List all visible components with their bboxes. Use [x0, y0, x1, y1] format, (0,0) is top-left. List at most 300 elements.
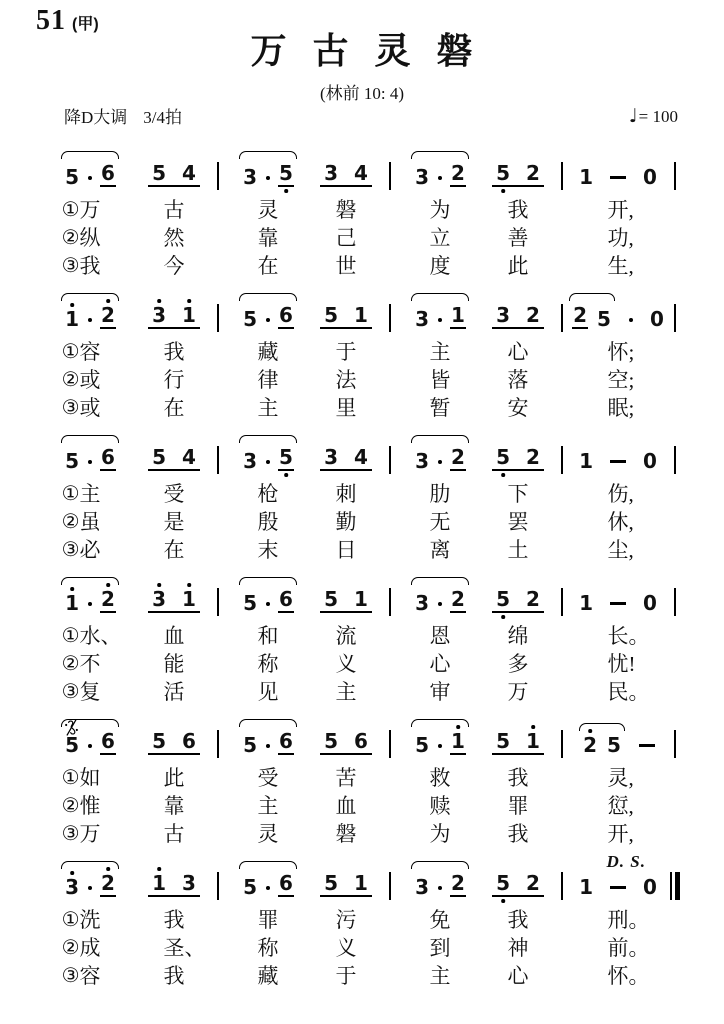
barline: [666, 162, 684, 187]
lyric-cell: [482, 394, 554, 422]
note: 1: [152, 871, 166, 895]
rest: 0: [649, 307, 664, 331]
lyric-syllable: 是: [163, 510, 185, 534]
lyric-cell: [226, 536, 310, 564]
lyric-syllable: 磐: [335, 198, 357, 222]
lyric-cell: [310, 224, 382, 252]
note: 1: [354, 303, 368, 327]
lyric-syllable: 肋: [429, 482, 451, 506]
lyric-syllable: 尘 ,: [607, 538, 634, 562]
lyric-syllable: 活: [163, 680, 185, 704]
lyric-cell: [570, 820, 666, 848]
note: 2: [101, 587, 115, 611]
note: 1: [451, 303, 465, 327]
slur: [413, 163, 467, 187]
lyric-syllable: 罢: [507, 510, 529, 534]
verse-number: ①: [61, 483, 80, 505]
key-signature: 降D大调: [64, 108, 128, 127]
lyric-cell: [570, 934, 666, 962]
lyric-syllable: 下: [507, 482, 529, 506]
lyric-cell: [570, 678, 666, 706]
note-group: [226, 731, 310, 755]
tempo-marking: [629, 105, 678, 128]
lyric-cell: [42, 224, 138, 252]
lyric-syllable: 免: [429, 908, 451, 932]
note: 5: [597, 307, 611, 331]
note: 2: [573, 303, 588, 327]
lyric-syllable: 土: [507, 538, 529, 562]
lyric-syllable: 律: [257, 368, 279, 392]
lyric-cell: [398, 338, 482, 366]
barline: [210, 446, 226, 471]
lyric-syllable: ③ 或: [61, 396, 101, 420]
lyric-cell: [226, 934, 310, 962]
augmentation-dot: [88, 318, 92, 322]
augmentation-dot: [629, 318, 633, 322]
note: 5: [243, 307, 257, 331]
lyric-syllable: ③ 我: [61, 254, 101, 278]
note: 4: [182, 161, 196, 185]
lyric-syllable: 空 ;: [607, 368, 635, 392]
barline: [554, 446, 570, 471]
system-5: [42, 718, 684, 848]
note: 3: [496, 303, 510, 327]
lyric-line: [42, 536, 684, 564]
lyric-syllable: 心: [429, 652, 451, 676]
barline: [666, 304, 684, 329]
note: 4: [354, 445, 368, 469]
lyric-syllable: 立: [429, 226, 451, 250]
lyric-syllable: ② 不: [61, 652, 101, 676]
lyric-syllable: 心: [507, 964, 529, 988]
lyric-syllable: 万: [507, 680, 529, 704]
lyric-cell: [226, 196, 310, 224]
lyric-line: [42, 394, 684, 422]
lyric-cell: [398, 764, 482, 792]
punctuation: ;: [628, 340, 635, 364]
lyric-syllable: 民 。: [607, 680, 650, 704]
lyric-cell: [398, 650, 482, 678]
barline: [382, 304, 398, 329]
lyric-cell: [226, 792, 310, 820]
beam: [492, 873, 544, 897]
half-note-dash: [610, 886, 626, 889]
lyric-cell: [482, 820, 554, 848]
lyric-syllable: 行: [163, 368, 185, 392]
staff-line: [42, 718, 684, 764]
note-group: [310, 731, 382, 755]
augmentation-dot: [438, 886, 442, 890]
lyric-syllable: 多: [507, 652, 529, 676]
note: 3: [415, 875, 429, 899]
lyric-syllable: 靠: [257, 226, 279, 250]
lyric-cell: [482, 338, 554, 366]
lyric-cell: [398, 480, 482, 508]
lyric-syllable: 开 ,: [607, 822, 634, 846]
lyric-syllable: 于: [335, 964, 357, 988]
verse-number: ③: [61, 823, 80, 845]
lyric-syllable: 灵: [257, 198, 279, 222]
punctuation: ,: [628, 510, 634, 534]
note: 5: [152, 729, 166, 753]
lyric-cell: [138, 480, 210, 508]
lyric-syllable: ① 水 、: [61, 624, 122, 648]
verse-number: ②: [61, 369, 80, 391]
lyric-cell: [570, 196, 666, 224]
lyric-syllable: 靠: [163, 794, 185, 818]
lyric-syllable: 善: [507, 226, 529, 250]
note-group: [138, 731, 210, 755]
lyric-syllable: 休 ,: [607, 510, 634, 534]
barline: [210, 162, 226, 187]
note: 2: [101, 871, 115, 895]
system-1: [42, 150, 684, 280]
barline: [382, 730, 398, 755]
lyric-cell: [226, 480, 310, 508]
barline: [666, 446, 684, 471]
slur: [413, 731, 467, 755]
lyric-cell: [398, 224, 482, 252]
augmentation-dot: [88, 886, 92, 890]
lyric-syllable: 末: [257, 538, 279, 562]
note: 2: [583, 733, 597, 757]
note-group: [226, 163, 310, 187]
punctuation: 。: [628, 680, 650, 704]
verse-number: ③: [61, 965, 80, 987]
augmentation-dot: [266, 460, 270, 464]
system-2: [42, 292, 684, 422]
slur: [241, 589, 295, 613]
lyric-cell: [42, 962, 138, 990]
note: 3: [415, 591, 429, 615]
score: [42, 150, 684, 1002]
punctuation: 。: [628, 964, 650, 988]
lyric-cell: [226, 820, 310, 848]
rest: 0: [643, 449, 657, 473]
lyric-syllable: 灵 ,: [607, 766, 634, 790]
note-group: [310, 447, 382, 471]
note: 5: [324, 729, 338, 753]
verse-number: ②: [61, 653, 80, 675]
barline: [554, 162, 570, 187]
lyric-cell: [398, 536, 482, 564]
lyric-syllable: ① 万: [61, 198, 101, 222]
lyric-syllable: 在: [257, 254, 279, 278]
slur: [241, 305, 295, 329]
lyric-syllable: 藏: [257, 964, 279, 988]
verse-number: ①: [61, 341, 80, 363]
lyric-cell: [570, 394, 666, 422]
beam: [320, 873, 372, 897]
lyric-line: [42, 764, 684, 792]
lyric-syllable: 灵: [257, 822, 279, 846]
lyric-cell: [570, 224, 666, 252]
slur: [63, 163, 117, 187]
lyric-cell: [482, 792, 554, 820]
lyric-cell: [398, 196, 482, 224]
beam: [148, 447, 200, 471]
rest: 0: [643, 165, 657, 189]
lyric-cell: [42, 196, 138, 224]
lyric-syllable: 我: [163, 964, 185, 988]
note: 2: [526, 871, 540, 895]
lyric-syllable: 罪: [257, 908, 279, 932]
lyric-cell: [138, 962, 210, 990]
lyric-line: [42, 196, 684, 224]
lyric-line: [42, 792, 684, 820]
lyric-syllable: 在: [163, 538, 185, 562]
lyric-syllable: 枪: [257, 482, 279, 506]
lyric-cell: [482, 252, 554, 280]
note: 2: [451, 587, 465, 611]
barline: [554, 872, 570, 897]
lyric-syllable: 生 ,: [607, 254, 634, 278]
augmentation-dot: [88, 602, 92, 606]
punctuation: ,: [628, 794, 634, 818]
lyric-cell: [310, 792, 382, 820]
half-note-dash: [610, 602, 626, 605]
beam: [492, 447, 544, 471]
note: 6: [279, 587, 293, 611]
lyric-cell: [42, 536, 138, 564]
beam: [492, 305, 544, 329]
slur: [63, 589, 117, 613]
note-group: [482, 731, 554, 755]
lyric-cell: [398, 934, 482, 962]
lyric-line: [42, 480, 684, 508]
lyric-cell: [226, 508, 310, 536]
note: 3: [152, 587, 166, 611]
lyric-line: [42, 962, 684, 990]
lyric-syllable: ② 或: [61, 368, 101, 392]
note-group: [42, 873, 138, 897]
lyric-syllable: 开 ,: [607, 198, 634, 222]
augmentation-dot: [438, 318, 442, 322]
slur: [413, 447, 467, 471]
lyric-syllable: 伤 ,: [607, 482, 634, 506]
augmentation-dot: [266, 176, 270, 180]
note: 6: [101, 445, 115, 469]
lyric-syllable: 世: [335, 254, 357, 278]
beam: [492, 163, 544, 187]
note: 3: [243, 449, 257, 473]
note-group: [226, 447, 310, 471]
note: 4: [354, 161, 368, 185]
note: 1: [451, 729, 465, 753]
note: 1: [579, 591, 593, 615]
lyric-cell: [310, 622, 382, 650]
note-group: [570, 305, 666, 329]
note: 1: [526, 729, 540, 753]
slur: [241, 163, 295, 187]
barline: [210, 304, 226, 329]
note: 1: [182, 303, 196, 327]
lyric-cell: [138, 622, 210, 650]
lyric-line: [42, 650, 684, 678]
note-group: [226, 305, 310, 329]
lyric-syllable: 此: [507, 254, 529, 278]
note-group: [570, 593, 666, 613]
barline: [210, 872, 226, 897]
tempo-value: = 100: [638, 107, 678, 126]
augmentation-dot: [266, 744, 270, 748]
lyric-syllable: 主: [335, 680, 357, 704]
lyric-cell: [226, 252, 310, 280]
punctuation: 、: [184, 936, 206, 960]
beam: [320, 731, 372, 755]
lyric-line: [42, 338, 684, 366]
half-note-dash: [610, 460, 626, 463]
lyric-cell: [138, 224, 210, 252]
rest: 0: [643, 875, 657, 899]
lyric-syllable: 古: [163, 198, 185, 222]
system-4: [42, 576, 684, 706]
lyric-syllable: ② 纵: [61, 226, 101, 250]
lyric-cell: [398, 792, 482, 820]
note-group: [42, 305, 138, 329]
note-group: [42, 589, 138, 613]
lyric-syllable: 离: [429, 538, 451, 562]
lyric-cell: [310, 962, 382, 990]
note: 1: [579, 875, 593, 899]
lyric-cell: [138, 252, 210, 280]
note: 6: [101, 161, 115, 185]
note-group: [570, 451, 666, 471]
lyric-cell: [42, 906, 138, 934]
lyric-syllable: 眠 ;: [607, 396, 635, 420]
barline: [210, 588, 226, 613]
lyric-syllable: 暂: [429, 396, 451, 420]
lyric-cell: [310, 906, 382, 934]
lyric-cell: [398, 366, 482, 394]
lyric-syllable: 此: [163, 766, 185, 790]
note: 2: [451, 871, 465, 895]
note-group: [310, 873, 382, 897]
beam: [148, 873, 200, 897]
note: 5: [324, 587, 338, 611]
lyric-cell: [138, 792, 210, 820]
lyric-cell: [310, 252, 382, 280]
lyric-syllable: 法: [335, 368, 357, 392]
note: 5: [65, 449, 79, 473]
note: 1: [579, 165, 593, 189]
note-group: [398, 873, 482, 897]
lyric-cell: [482, 934, 554, 962]
lyric-cell: [226, 224, 310, 252]
lyric-syllable: 神: [507, 936, 529, 960]
half-note-dash: [610, 176, 626, 179]
lyric-cell: [42, 678, 138, 706]
note: 2: [451, 161, 465, 185]
lyric-cell: [310, 764, 382, 792]
note: 2: [526, 587, 540, 611]
punctuation: ,: [628, 226, 634, 250]
lyric-cell: [570, 792, 666, 820]
lyric-syllable: 于: [335, 340, 357, 364]
lyric-cell: [310, 366, 382, 394]
verse-number: ①: [61, 909, 80, 931]
augmentation-dot: [88, 460, 92, 464]
note-group: [226, 873, 310, 897]
staff-line: [42, 292, 684, 338]
punctuation: ,: [628, 254, 634, 278]
lyric-syllable: 义: [335, 936, 357, 960]
lyric-syllable: 主: [429, 340, 451, 364]
lyric-syllable: 义: [335, 652, 357, 676]
lyric-line: [42, 934, 684, 962]
lyric-syllable: ① 如: [61, 766, 101, 790]
note: 6: [279, 303, 293, 327]
lyric-cell: [310, 480, 382, 508]
rest: 0: [643, 591, 657, 615]
punctuation: ,: [628, 822, 634, 846]
note: 1: [354, 871, 368, 895]
lyric-syllable: 称: [257, 936, 279, 960]
hymn-number-suffix: (甲): [72, 16, 99, 33]
note-group: [570, 167, 666, 187]
note: 5: [496, 871, 510, 895]
slur: [413, 305, 467, 329]
beam: [148, 731, 200, 755]
note: 6: [279, 729, 293, 753]
lyric-syllable: 长 。: [607, 624, 650, 648]
punctuation: 。: [628, 908, 650, 932]
lyric-cell: [398, 252, 482, 280]
lyric-cell: [482, 508, 554, 536]
lyric-cell: [570, 480, 666, 508]
lyric-cell: [138, 764, 210, 792]
note: 5: [496, 445, 510, 469]
time-signature: 3/4拍: [143, 108, 183, 127]
verse-number: ①: [61, 199, 80, 221]
lyric-syllable: 愆 ,: [607, 794, 634, 818]
note: 2: [101, 303, 115, 327]
lyric-syllable: 心: [507, 340, 529, 364]
note: 5: [496, 161, 510, 185]
key-time-line: [64, 108, 182, 128]
punctuation: 、: [100, 624, 122, 648]
note: 5: [415, 733, 429, 757]
lyric-cell: [310, 338, 382, 366]
note: 3: [182, 871, 196, 895]
note-group: [398, 163, 482, 187]
beam: [320, 589, 372, 613]
lyric-cell: [138, 338, 210, 366]
note: 2: [526, 303, 540, 327]
punctuation: ;: [628, 396, 635, 420]
beam: [320, 447, 372, 471]
note: 2: [526, 161, 540, 185]
lyric-syllable: 我: [507, 198, 529, 222]
lyric-cell: [482, 366, 554, 394]
note: 6: [101, 729, 115, 753]
note: 6: [182, 729, 196, 753]
note-group: [482, 447, 554, 471]
note: 3: [243, 165, 257, 189]
lyric-syllable: 主: [257, 396, 279, 420]
note: 3: [415, 165, 429, 189]
lyric-syllable: ② 虽: [61, 510, 101, 534]
lyric-syllable: 今: [163, 254, 185, 278]
lyric-syllable: 无: [429, 510, 451, 534]
note: 5: [152, 161, 166, 185]
slur: [241, 447, 295, 471]
note-group: [138, 447, 210, 471]
note: 1: [182, 587, 196, 611]
note-group: [398, 305, 482, 329]
lyric-syllable: 己: [335, 226, 357, 250]
lyric-syllable: 刺: [335, 482, 357, 506]
